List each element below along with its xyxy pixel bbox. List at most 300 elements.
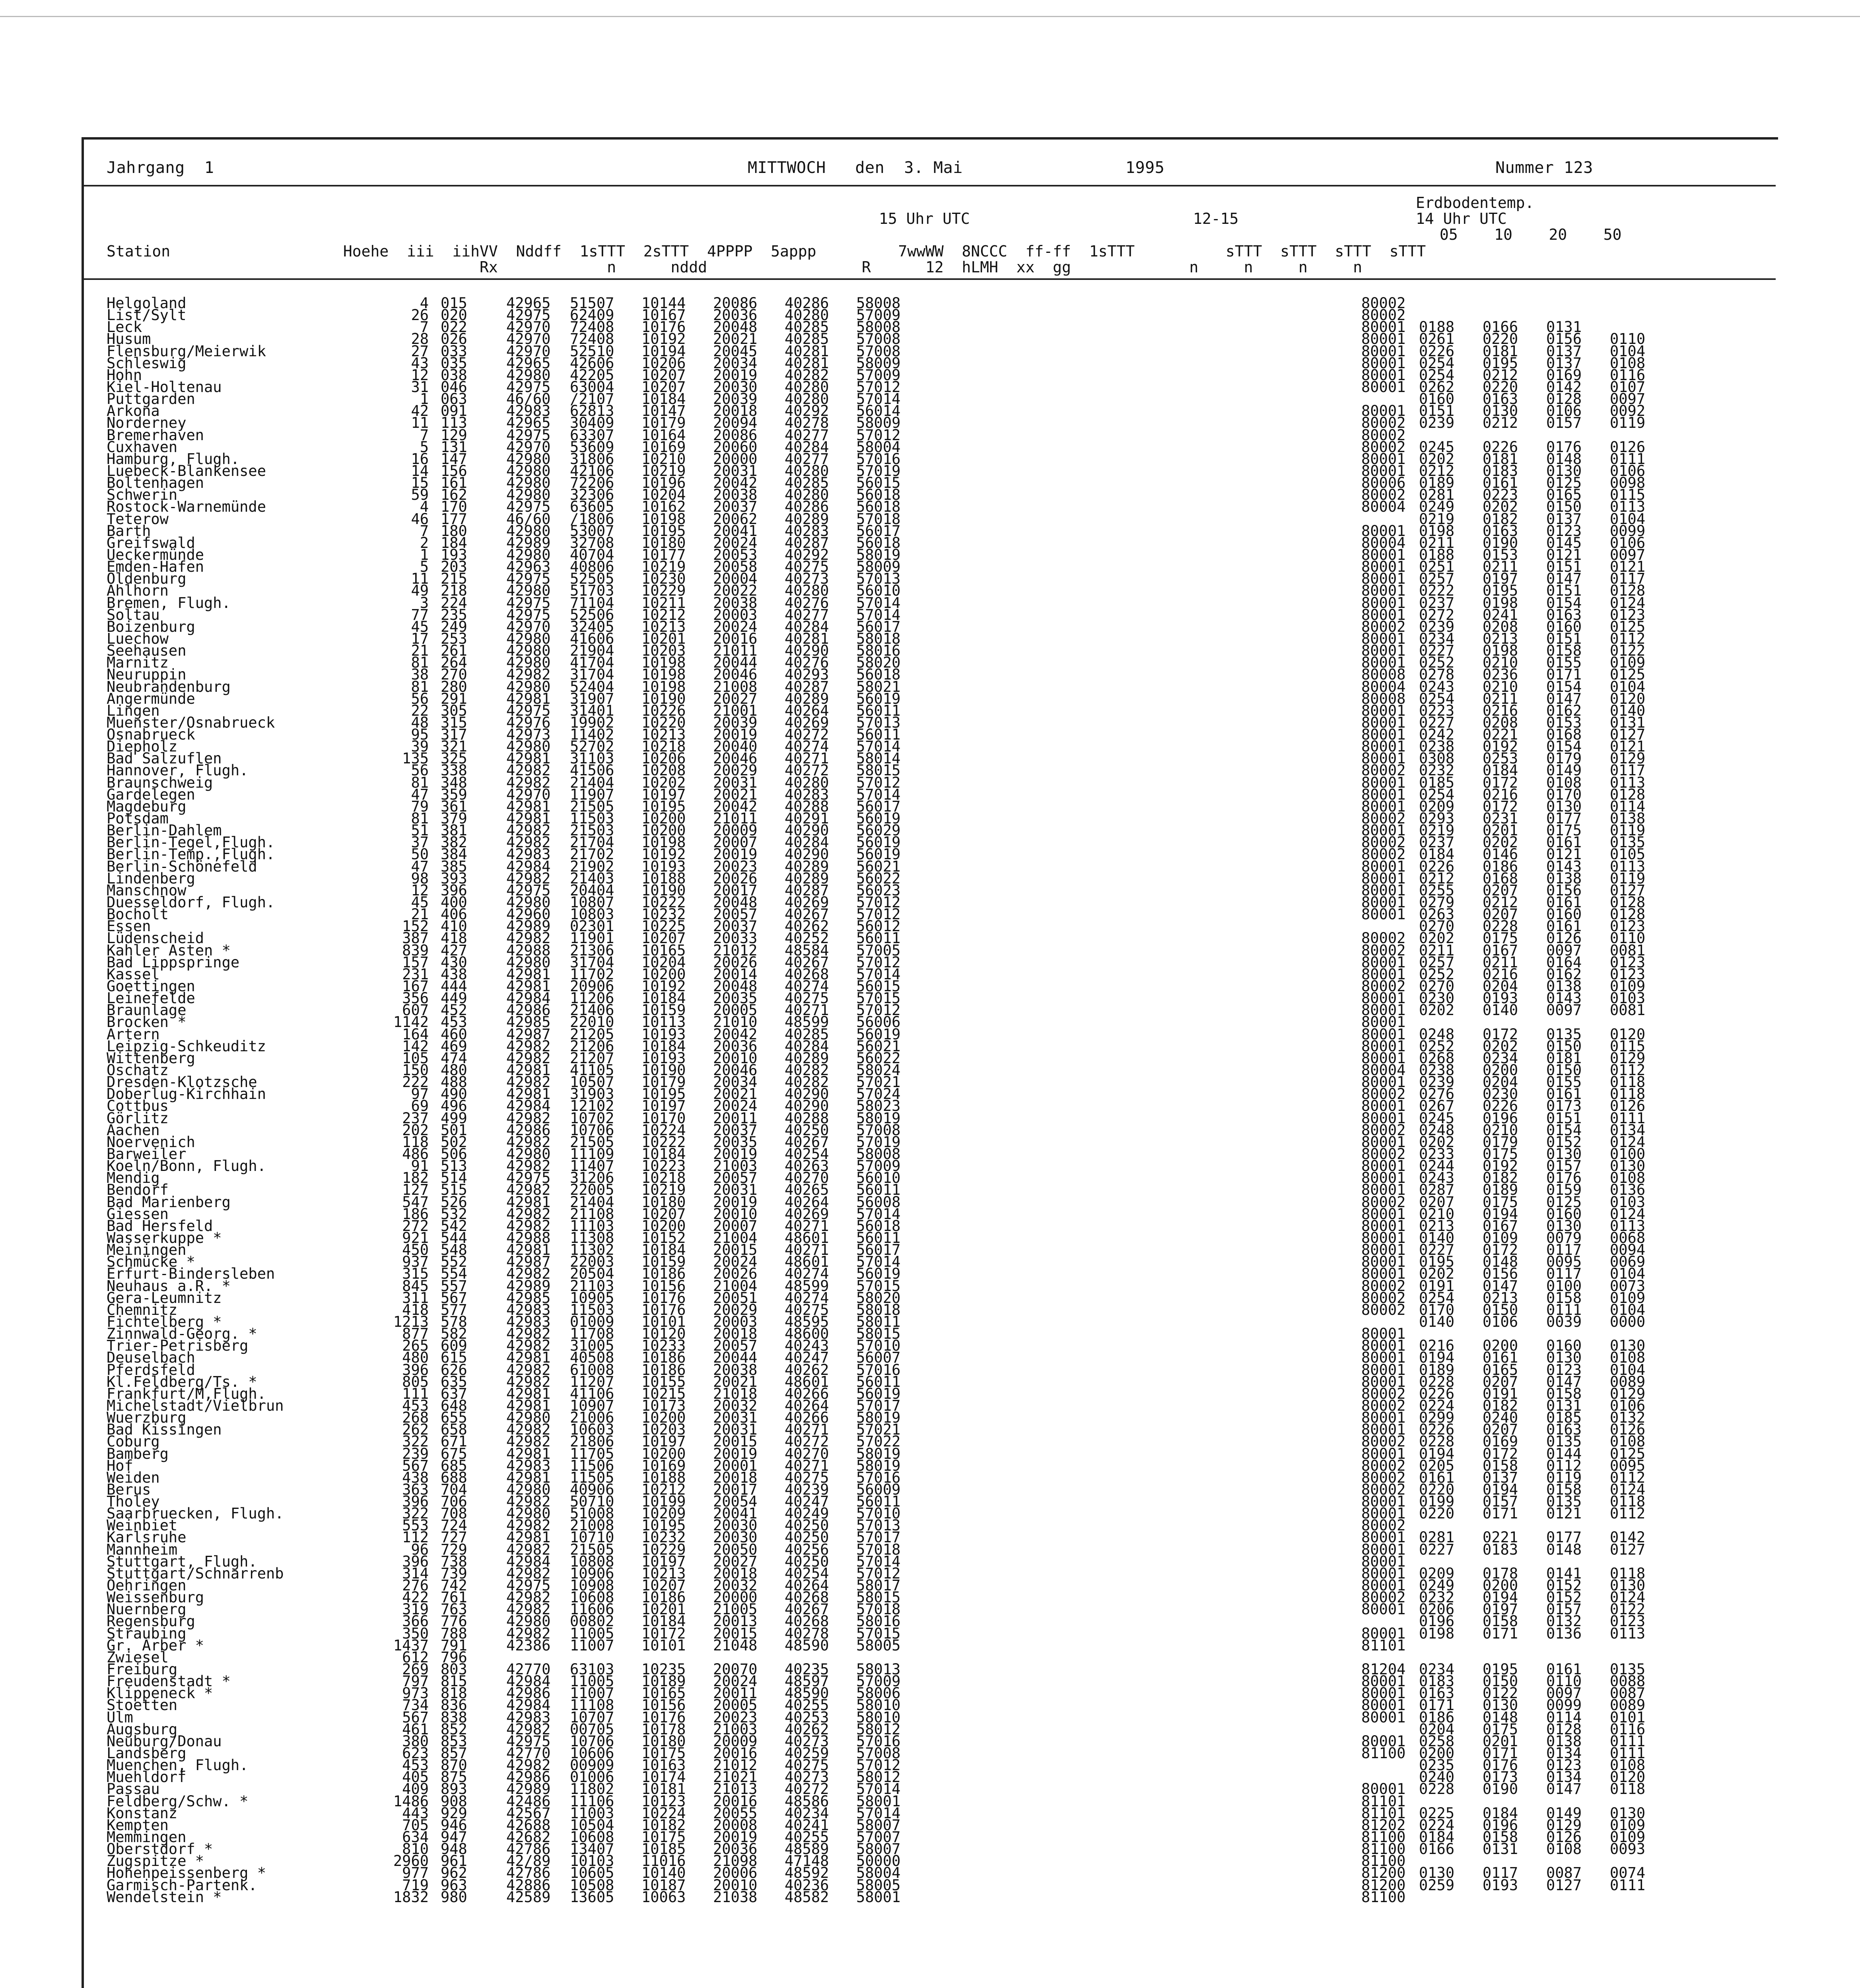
group-1sttt: 10201 [641, 1601, 686, 1618]
group-nddff: 21702 [570, 846, 614, 863]
group-nddff: 11003 [570, 1804, 614, 1822]
station-name: Muehldorf [107, 1769, 187, 1786]
soil-20cm: 0126 [1546, 1829, 1582, 1846]
group-8nccc: 81101 [1361, 1637, 1406, 1654]
group-1sttt: 10200 [641, 822, 686, 839]
group-nddff: 10606 [570, 1745, 614, 1762]
group-2sttt: 20045 [713, 342, 758, 360]
group-4pppp: 40250 [785, 1553, 829, 1570]
station-name: Duesseldorf, Flugh. [107, 894, 275, 911]
group-iihvv: 46/60 [506, 390, 551, 408]
group-5appp: 58018 [856, 630, 901, 647]
group-8nccc: 80002 [1361, 1457, 1406, 1474]
group-nddff: 52506 [570, 606, 614, 623]
group-nddff: 40508 [570, 1349, 614, 1367]
soil-10cm: 0130 [1483, 1697, 1518, 1714]
group-8nccc: 80004 [1361, 534, 1406, 551]
group-1sttt: 10176 [641, 318, 686, 336]
group-nddff: 11302 [570, 1241, 614, 1259]
station-name: List/Sylt [107, 307, 187, 324]
group-5appp: 57014 [856, 738, 901, 755]
group-1sttt: 10207 [641, 378, 686, 396]
soil-10cm: 0148 [1483, 1253, 1518, 1271]
soil-50cm: 0113 [1610, 498, 1646, 516]
group-2sttt: 20062 [713, 510, 758, 528]
group-iihvv: 42986 [506, 1685, 551, 1702]
group-2sttt: 21048 [713, 1637, 758, 1654]
soil-50cm: 0117 [1610, 570, 1646, 588]
group-4pppp: 40289 [785, 1049, 829, 1067]
group-1sttt: 10169 [641, 1457, 686, 1474]
group-2sttt: 20051 [713, 1289, 758, 1307]
soil-50cm: 0105 [1610, 846, 1646, 863]
soil-10cm: 0158 [1483, 1457, 1518, 1474]
group-5appp: 57014 [856, 1253, 901, 1271]
group-4pppp: 48600 [785, 1325, 829, 1343]
group-4pppp: 40284 [785, 438, 829, 456]
station-name: Teterow [107, 510, 169, 528]
station-height: 12 [411, 881, 429, 899]
group-iihvv: 42982 [506, 1720, 551, 1738]
group-nddff: 13605 [570, 1888, 614, 1906]
group-nddff: 40806 [570, 558, 614, 576]
group-nddff: 41106 [570, 1385, 614, 1402]
station-height: 1142 [393, 1013, 429, 1031]
group-iihvv: 42980 [506, 1145, 551, 1163]
group-4pppp: 40268 [785, 1589, 829, 1606]
group-iihvv: 42970 [506, 318, 551, 336]
group-5appp: 56018 [856, 666, 901, 683]
group-nddff: 11109 [570, 1145, 614, 1163]
station-id: 474 [441, 1049, 467, 1067]
group-1sttt: 10225 [641, 918, 686, 935]
group-1sttt: 10209 [641, 1505, 686, 1522]
group-1sttt: 10200 [641, 1445, 686, 1462]
soil-20cm: 0152 [1546, 1133, 1582, 1151]
station-height: 43 [411, 354, 429, 372]
group-5appp: 58017 [856, 1577, 901, 1594]
soil-5cm: 0259 [1419, 1876, 1455, 1894]
station-height: 16 [411, 450, 429, 468]
group-2sttt: 20003 [713, 1313, 758, 1330]
group-4pppp: 40286 [785, 295, 829, 312]
group-1sttt: 10165 [641, 1685, 686, 1702]
group-iihvv: 42986 [506, 1769, 551, 1786]
group-5appp: 57012 [856, 1565, 901, 1582]
soil-5cm: 0272 [1419, 606, 1455, 623]
soil-50cm: 0109 [1610, 654, 1646, 672]
group-8nccc: 80002 [1361, 930, 1406, 947]
group-iihvv: 42975 [506, 594, 551, 612]
station-name: Tholey [107, 1493, 160, 1510]
station-id: 615 [441, 1349, 467, 1367]
group-nddff: 11402 [570, 726, 614, 744]
soil-20cm: 0151 [1546, 630, 1582, 647]
soil-10cm: 0216 [1483, 702, 1518, 719]
group-1sttt: 10175 [641, 1745, 686, 1762]
soil-5cm: 0249 [1419, 1577, 1455, 1594]
station-name: Wuerzburg [107, 1409, 187, 1427]
soil-5cm: 0287 [1419, 1181, 1455, 1199]
group-nddff: 19902 [570, 714, 614, 731]
table-row [107, 510, 1777, 528]
group-8nccc: 80001 [1361, 702, 1406, 719]
group-nddff: 20504 [570, 1265, 614, 1283]
group-5appp: 58015 [856, 1325, 901, 1343]
station-name: Schwerin [107, 486, 178, 504]
station-height: 973 [402, 1685, 429, 1702]
group-iihvv: 42975 [506, 570, 551, 588]
group-4pppp: 40278 [785, 1625, 829, 1642]
group-5appp: 57024 [856, 1085, 901, 1103]
group-4pppp: 40284 [785, 618, 829, 635]
station-name: Rostock-Warnemünde [107, 498, 266, 516]
soil-20cm: 0127 [1546, 1876, 1582, 1894]
station-id: 215 [441, 570, 467, 588]
soil-50cm: 0128 [1610, 582, 1646, 600]
soil-20cm: 0163 [1546, 1421, 1582, 1439]
column-header-line2: Rx n nddd R 12 hLMH xx gg n n n n [107, 258, 1362, 276]
group-5appp: 57009 [856, 1673, 901, 1690]
station-height: 152 [402, 918, 429, 935]
group-8nccc: 80001 [1361, 738, 1406, 755]
table-row [107, 1433, 1777, 1450]
group-5appp: 56019 [856, 834, 901, 851]
soil-20cm: 0152 [1546, 1577, 1582, 1594]
group-iihvv: 42982 [506, 1517, 551, 1534]
group-1sttt: 10188 [641, 870, 686, 887]
group-1sttt: 10184 [641, 390, 686, 408]
soil-5cm: 0189 [1419, 1361, 1455, 1378]
group-4pppp: 40284 [785, 834, 829, 851]
soil-10cm: 0153 [1483, 546, 1518, 563]
station-name: Bad Lippspringe [107, 953, 240, 971]
group-5appp: 57012 [856, 1002, 901, 1019]
group-4pppp: 40268 [785, 965, 829, 983]
group-5appp: 57014 [856, 1780, 901, 1798]
group-5appp: 57005 [856, 942, 901, 959]
station-name: Bad Hersfeld [107, 1217, 213, 1235]
group-8nccc: 80001 [1361, 1265, 1406, 1283]
group-iihvv: 42970 [506, 330, 551, 348]
soil-5cm: 0220 [1419, 1481, 1455, 1498]
soil-5cm: 0240 [1419, 1769, 1455, 1786]
soil-5cm: 0278 [1419, 666, 1455, 683]
table-row [107, 1505, 1777, 1522]
column-header-line1: Station Hoehe iii iihVV Nddff 1sTTT 2sTTT 4PPPP 5appp 7wwWW 8NCCC ff-ff 1sTTT sTTT sTTT sTTT sTTT [107, 243, 1426, 260]
group-2sttt: 20019 [713, 1145, 758, 1163]
group-nddff: 10706 [570, 1732, 614, 1750]
soil-50cm: 0113 [1610, 858, 1646, 875]
group-1sttt: 10230 [641, 570, 686, 588]
group-4pppp: 40289 [785, 858, 829, 875]
group-1sttt: 10233 [641, 1337, 686, 1355]
group-5appp: 56010 [856, 582, 901, 600]
group-1sttt: 10180 [641, 534, 686, 551]
station-name: Neuburg/Donau [107, 1732, 222, 1750]
station-id: 739 [441, 1565, 467, 1582]
station-id: 321 [441, 738, 467, 755]
soil-20cm: 0177 [1546, 1529, 1582, 1546]
station-height: 4 [420, 295, 429, 312]
group-5appp: 58016 [856, 642, 901, 660]
soil-20cm: 0117 [1546, 1265, 1582, 1283]
group-1sttt: 10167 [641, 307, 686, 324]
group-1sttt: 10219 [641, 1181, 686, 1199]
group-iihvv: 42975 [506, 426, 551, 444]
table-row [107, 1062, 1777, 1079]
station-name: Koeln/Bonn, Flugh. [107, 1157, 266, 1175]
station-name: Boizenburg [107, 618, 195, 635]
table-row [107, 1097, 1777, 1115]
table-row [107, 1780, 1777, 1798]
group-5appp: 57009 [856, 366, 901, 384]
table-row [107, 1013, 1777, 1031]
group-4pppp: 40284 [785, 1037, 829, 1055]
station-name: Artern [107, 1025, 160, 1043]
soil-50cm: 0104 [1610, 1301, 1646, 1318]
station-name: Deuselbach [107, 1349, 195, 1367]
station-height: 422 [402, 1589, 429, 1606]
group-8nccc: 80001 [1361, 342, 1406, 360]
soil-10cm: 0194 [1483, 1205, 1518, 1223]
group-nddff: 21902 [570, 858, 614, 875]
soil-5cm: 0212 [1419, 462, 1455, 480]
group-5appp: 58004 [856, 438, 901, 456]
table-row [107, 750, 1777, 767]
soil-50cm: 0106 [1610, 462, 1646, 480]
group-nddff: 11106 [570, 1792, 614, 1810]
table-row [107, 1421, 1777, 1439]
group-5appp: 58020 [856, 1289, 901, 1307]
soil-20cm: 0123 [1546, 1361, 1582, 1378]
group-iihvv: 42980 [506, 642, 551, 660]
soil-10cm: 0221 [1483, 726, 1518, 744]
group-8nccc: 81100 [1361, 1852, 1406, 1870]
group-2sttt: 20023 [713, 858, 758, 875]
group-2sttt: 20018 [713, 1565, 758, 1582]
table-row [107, 462, 1777, 480]
group-iihvv: 42982 [506, 1361, 551, 1378]
station-id: 035 [441, 354, 467, 372]
group-1sttt: 10199 [641, 1493, 686, 1510]
soil-10cm: 0146 [1483, 846, 1518, 863]
soil-10cm: 0181 [1483, 342, 1518, 360]
soil-20cm: 0135 [1546, 1493, 1582, 1510]
soil-5cm: 0232 [1419, 1589, 1455, 1606]
station-name: Oschatz [107, 1062, 169, 1079]
group-nddff: 21404 [570, 1193, 614, 1211]
group-1sttt: 10186 [641, 1349, 686, 1367]
group-1sttt: 10197 [641, 1097, 686, 1115]
group-iihvv: 42973 [506, 726, 551, 744]
soil-5cm: 0227 [1419, 1541, 1455, 1558]
group-8nccc: 80001 [1361, 1253, 1406, 1271]
station-name: Braunschweig [107, 774, 213, 791]
soil-10cm: 0202 [1483, 498, 1518, 516]
group-2sttt: 21003 [713, 1720, 758, 1738]
station-name: Chemnitz [107, 1301, 178, 1318]
group-5appp: 58007 [856, 1840, 901, 1858]
group-5appp: 58009 [856, 354, 901, 372]
station-height: 937 [402, 1253, 429, 1271]
soil-20cm: 0161 [1546, 834, 1582, 851]
station-name: Essen [107, 918, 151, 935]
group-4pppp: 40271 [785, 1002, 829, 1019]
soil-20cm: 0138 [1546, 1732, 1582, 1750]
group-8nccc: 80001 [1361, 774, 1406, 791]
station-height: 1437 [393, 1637, 429, 1654]
group-8nccc: 80001 [1361, 1445, 1406, 1462]
soil-20cm: 0157 [1546, 414, 1582, 432]
group-5appp: 58001 [856, 1792, 901, 1810]
group-8nccc: 80001 [1361, 1577, 1406, 1594]
soil-5cm: 0211 [1419, 534, 1455, 551]
group-nddff: 31103 [570, 750, 614, 767]
group-4pppp: 40271 [785, 1217, 829, 1235]
table-row [107, 1720, 1777, 1738]
soil-10cm: 0148 [1483, 1708, 1518, 1726]
soil-50cm: 0112 [1610, 1469, 1646, 1486]
station-id: 091 [441, 402, 467, 420]
station-id: 488 [441, 1074, 467, 1091]
soil-20cm: 0158 [1546, 642, 1582, 660]
station-height: 845 [402, 1277, 429, 1295]
station-id: 685 [441, 1457, 467, 1474]
station-name: Marnitz [107, 654, 169, 672]
station-name: Goettingen [107, 978, 195, 995]
group-4pppp: 48589 [785, 1840, 829, 1858]
group-iihvv: 42980 [506, 1481, 551, 1498]
station-name: Stuttgart, Flugh. [107, 1553, 257, 1570]
soil-50cm: 0113 [1610, 1217, 1646, 1235]
soil-5cm: 0171 [1419, 1697, 1455, 1714]
group-iihvv: 42982 [506, 1757, 551, 1774]
group-1sttt: 10207 [641, 366, 686, 384]
group-iihvv: 42982 [506, 1493, 551, 1510]
group-5appp: 57017 [856, 1529, 901, 1546]
table-row [107, 1553, 1777, 1570]
group-4pppp: 40288 [785, 798, 829, 815]
group-8nccc: 80002 [1361, 307, 1406, 324]
group-1sttt: 10208 [641, 762, 686, 779]
soil-5cm: 0191 [1419, 1277, 1455, 1295]
group-8nccc: 80001 [1361, 1229, 1406, 1246]
group-8nccc: 80001 [1361, 1074, 1406, 1091]
table-row [107, 642, 1777, 660]
soil-50cm: 0125 [1610, 618, 1646, 635]
table-row [107, 1277, 1777, 1295]
table-row [107, 522, 1777, 540]
soil-10cm: 0231 [1483, 810, 1518, 827]
soil-20cm: 0161 [1546, 894, 1582, 911]
group-1sttt: 10063 [641, 1888, 686, 1906]
group-nddff: 11103 [570, 1217, 614, 1235]
table-row [107, 1349, 1777, 1367]
group-4pppp: 40281 [785, 630, 829, 647]
group-5appp: 57014 [856, 594, 901, 612]
soil-5cm: 0261 [1419, 330, 1455, 348]
station-id: 449 [441, 990, 467, 1007]
group-1sttt: 10229 [641, 582, 686, 600]
station-name: Neubrandenburg [107, 678, 231, 695]
soil-5cm: 0226 [1419, 858, 1455, 875]
group-4pppp: 40276 [785, 654, 829, 672]
table-row [107, 1876, 1777, 1894]
soil-50cm: 0106 [1610, 534, 1646, 551]
group-8nccc: 80001 [1361, 1601, 1406, 1618]
station-id: 177 [441, 510, 467, 528]
station-name: Meiningen [107, 1241, 187, 1259]
soil-50cm: 0109 [1610, 1829, 1646, 1846]
station-name: Weiden [107, 1469, 160, 1486]
station-name: Bad Marienberg [107, 1193, 231, 1211]
group-4pppp: 40274 [785, 978, 829, 995]
soil-10cm: 0195 [1483, 354, 1518, 372]
group-2sttt: 20039 [713, 390, 758, 408]
soil-20cm: 0143 [1546, 990, 1582, 1007]
soil-5cm: 0281 [1419, 1529, 1455, 1546]
group-iihvv: 42975 [506, 702, 551, 719]
soil-50cm: 0130 [1610, 1157, 1646, 1175]
station-id: 496 [441, 1097, 467, 1115]
group-2sttt: 20022 [713, 582, 758, 600]
soil-20cm: 0123 [1546, 522, 1582, 540]
soil-5cm: 0184 [1419, 1829, 1455, 1846]
station-height: 314 [402, 1565, 429, 1582]
station-height: 7 [420, 318, 429, 336]
station-id: 548 [441, 1241, 467, 1259]
group-5appp: 57015 [856, 1625, 901, 1642]
group-4pppp: 40281 [785, 342, 829, 360]
soil-5cm: 0202 [1419, 1002, 1455, 1019]
group-8nccc: 80001 [1361, 990, 1406, 1007]
table-row [107, 906, 1777, 923]
soil-20cm: 0151 [1546, 582, 1582, 600]
table-row [107, 1888, 1777, 1906]
station-name: Erfurt-Bindersleben [107, 1265, 275, 1283]
soil-5cm: 0228 [1419, 1373, 1455, 1390]
group-iihvv: 42965 [506, 295, 551, 312]
group-4pppp: 40276 [785, 594, 829, 612]
soil-10cm: 0165 [1483, 1361, 1518, 1378]
station-height: 396 [402, 1553, 429, 1570]
group-8nccc: 80001 [1361, 1541, 1406, 1558]
table-row [107, 738, 1777, 755]
group-2sttt: 20026 [713, 870, 758, 887]
soil-20cm: 0154 [1546, 738, 1582, 755]
soil-50cm: 0108 [1610, 1169, 1646, 1187]
group-8nccc: 80001 [1361, 1409, 1406, 1427]
group-2sttt: 21005 [713, 1601, 758, 1618]
group-4pppp: 40253 [785, 1708, 829, 1726]
soil-20cm: 0162 [1546, 965, 1582, 983]
soil-50cm: 0123 [1610, 953, 1646, 971]
soil-20cm: 0185 [1546, 1409, 1582, 1427]
soil-50cm: 0092 [1610, 402, 1646, 420]
group-nddff: 31704 [570, 953, 614, 971]
group-iihvv: 42770 [506, 1661, 551, 1678]
group-2sttt: 20031 [713, 1421, 758, 1439]
group-5appp: 58016 [856, 1613, 901, 1630]
group-1sttt: 10170 [641, 1109, 686, 1127]
soil-50cm: 0124 [1610, 1205, 1646, 1223]
soil-5cm: 0257 [1419, 953, 1455, 971]
station-height: 276 [402, 1577, 429, 1594]
table-row [107, 1673, 1777, 1690]
group-8nccc: 81202 [1361, 1816, 1406, 1834]
soil-20cm: 0176 [1546, 438, 1582, 456]
